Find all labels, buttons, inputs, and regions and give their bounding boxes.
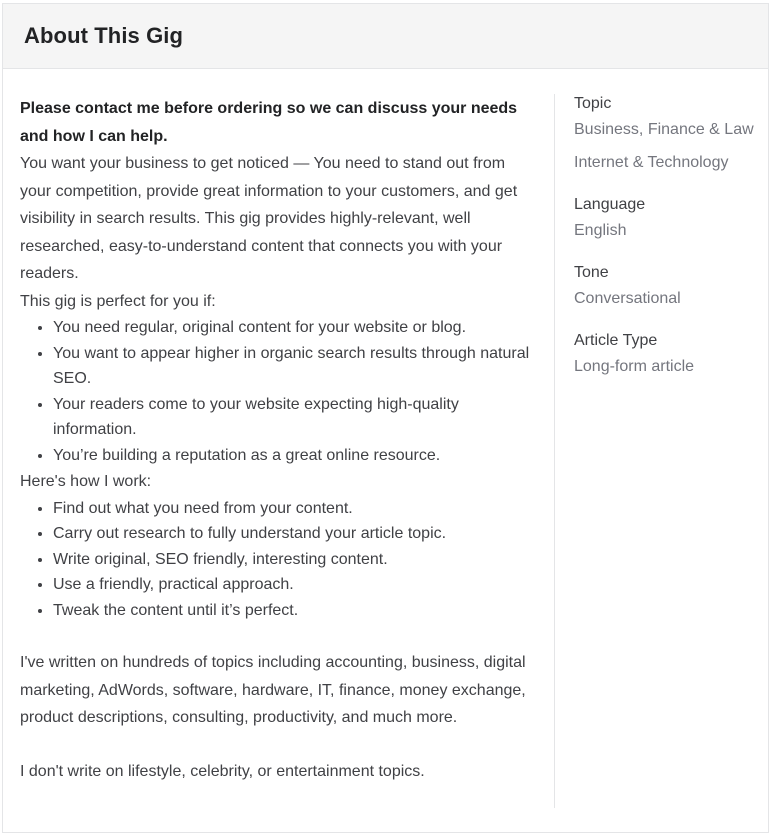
gig-description <box>20 95 540 785</box>
description-intro: You want your business to get noticed — You need to stand out from your competition, provide great information to your customers, and get visibility in search results. This gig provides highly-relevant, well researched, easy-to-understand content that connects you with your readers. <box>20 155 518 282</box>
list-item: • Use a friendly, practical approach. <box>53 572 540 598</box>
metadata-value: Internet & Technology <box>574 154 729 171</box>
perfect-list <box>20 315 540 468</box>
list-item: • Write original, SEO friendly, interesting content. <box>53 547 540 573</box>
spacer <box>20 623 540 649</box>
work-heading: Here's how I work: <box>20 473 152 490</box>
work-list <box>20 496 540 624</box>
card-header <box>3 4 768 69</box>
list-item: • You need regular, original content for your website or blog. <box>53 315 540 341</box>
list-item: • Your readers come to your website expecting high-quality information. <box>53 392 540 443</box>
metadata-value: Conversational <box>574 290 681 307</box>
metadata-value: English <box>574 222 627 239</box>
exclusion-paragraph: I don't write on lifestyle, celebrity, or entertainment topics. <box>20 762 425 780</box>
metadata-label: Tone <box>574 264 609 281</box>
metadata-article-type <box>574 330 754 376</box>
gig-metadata <box>574 93 754 398</box>
metadata-value: Long-form article <box>574 358 695 375</box>
topics-paragraph: I've written on hundreds of topics including accounting, business, digital marketing, AdWords, software, hardware, IT, finance, money exchange, product descriptions, consulting, productivity, and much more. <box>20 654 526 726</box>
spacer <box>20 732 540 758</box>
card-title: About This Gig <box>24 23 184 48</box>
metadata-value: Business, Finance & Law <box>574 121 754 138</box>
list-item: • Find out what you need from your content. <box>53 496 540 522</box>
list-item: • Tweak the content until it’s perfect. <box>53 598 540 624</box>
perfect-heading: This gig is perfect for you if: <box>20 292 216 310</box>
metadata-topic <box>574 93 754 172</box>
metadata-language <box>574 194 754 240</box>
metadata-label: Language <box>574 196 646 213</box>
list-item: • You want to appear higher in organic search results through natural SEO. <box>53 341 540 392</box>
metadata-label: Article Type <box>574 332 658 349</box>
description-lead: Please contact me before ordering so we can discuss your needs and how I can help. <box>20 100 518 145</box>
column-divider <box>554 94 555 808</box>
metadata-label: Topic <box>574 95 612 112</box>
list-item: • Carry out research to fully understand your article topic. <box>53 521 540 547</box>
list-item: • You’re building a reputation as a great online resource. <box>53 443 540 469</box>
metadata-tone <box>574 262 754 308</box>
about-gig-card <box>2 3 769 833</box>
